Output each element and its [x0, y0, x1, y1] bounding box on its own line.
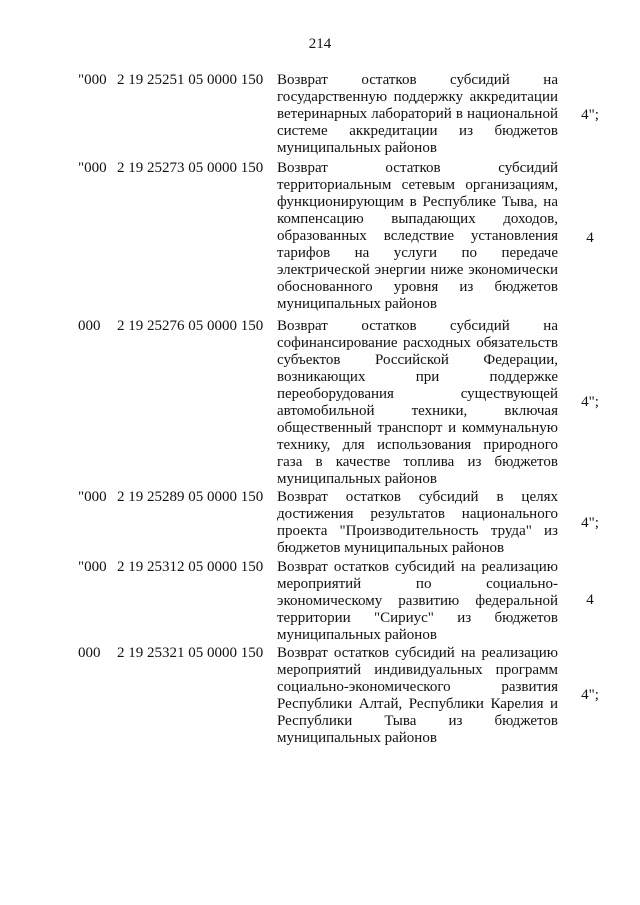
description: Возврат остатков субсидий на реализацию мероприятий по социально-экономическому развитию федеральной территории "Сириус" из бюджетов муниципальных районов — [277, 559, 558, 643]
description: Возврат остатков субсидий на государственную поддержку аккредитации ветеринарных лабораторий в национальной системе аккредитации из бюджетов муниципальных районов — [277, 72, 558, 156]
code-prefix: "000 — [78, 160, 107, 176]
page-number: 214 — [308, 36, 332, 52]
description: Возврат остатков субсидий на реализацию мероприятий индивидуальных программ социально-экономического развития Республики Алтай, Республики Карелия и Республики Тыва из бюджетов муниципальных районов — [277, 645, 558, 746]
description: Возврат остатков субсидий на софинансирование расходных обязательств субъектов Российской Федерации, возникающих при поддержке переоборудования существующей автомобильной техники, включая общественный транспорт и коммунальную технику, для использования природного газа в качестве топлива из бюджетов муниципальных районов — [277, 318, 558, 487]
code-prefix: 000 — [78, 645, 101, 661]
column-4-value: 4"; — [581, 687, 599, 703]
budget-code: 2 19 25276 05 0000 150 — [117, 318, 264, 334]
column-4-value: 4 — [586, 592, 594, 608]
code-prefix: 000 — [78, 318, 101, 334]
code-prefix: "000 — [78, 72, 107, 88]
budget-code: 2 19 25251 05 0000 150 — [117, 72, 264, 88]
budget-code: 2 19 25273 05 0000 150 — [117, 160, 264, 176]
code-prefix: "000 — [78, 559, 107, 575]
budget-code: 2 19 25289 05 0000 150 — [117, 489, 264, 505]
budget-code: 2 19 25312 05 0000 150 — [117, 559, 264, 575]
column-4-value: 4 — [586, 230, 594, 246]
budget-code: 2 19 25321 05 0000 150 — [117, 645, 264, 661]
description: Возврат остатков субсидий территориальным сетевым организациям, функционирующим в Республике Тыва, на компенсацию выпадающих доходов, образованных вследствие установления тарифов на услуги по передаче электрической энергии ниже экономически обоснованного уровня из бюджетов муниципальных районов — [277, 160, 558, 312]
column-4-value: 4"; — [581, 394, 599, 410]
column-4-value: 4"; — [581, 515, 599, 531]
code-prefix: "000 — [78, 489, 107, 505]
column-4-value: 4"; — [581, 107, 599, 123]
description: Возврат остатков субсидий в целях достижения результатов национального проекта "Производительность труда" из бюджетов муниципальных районов — [277, 489, 558, 556]
